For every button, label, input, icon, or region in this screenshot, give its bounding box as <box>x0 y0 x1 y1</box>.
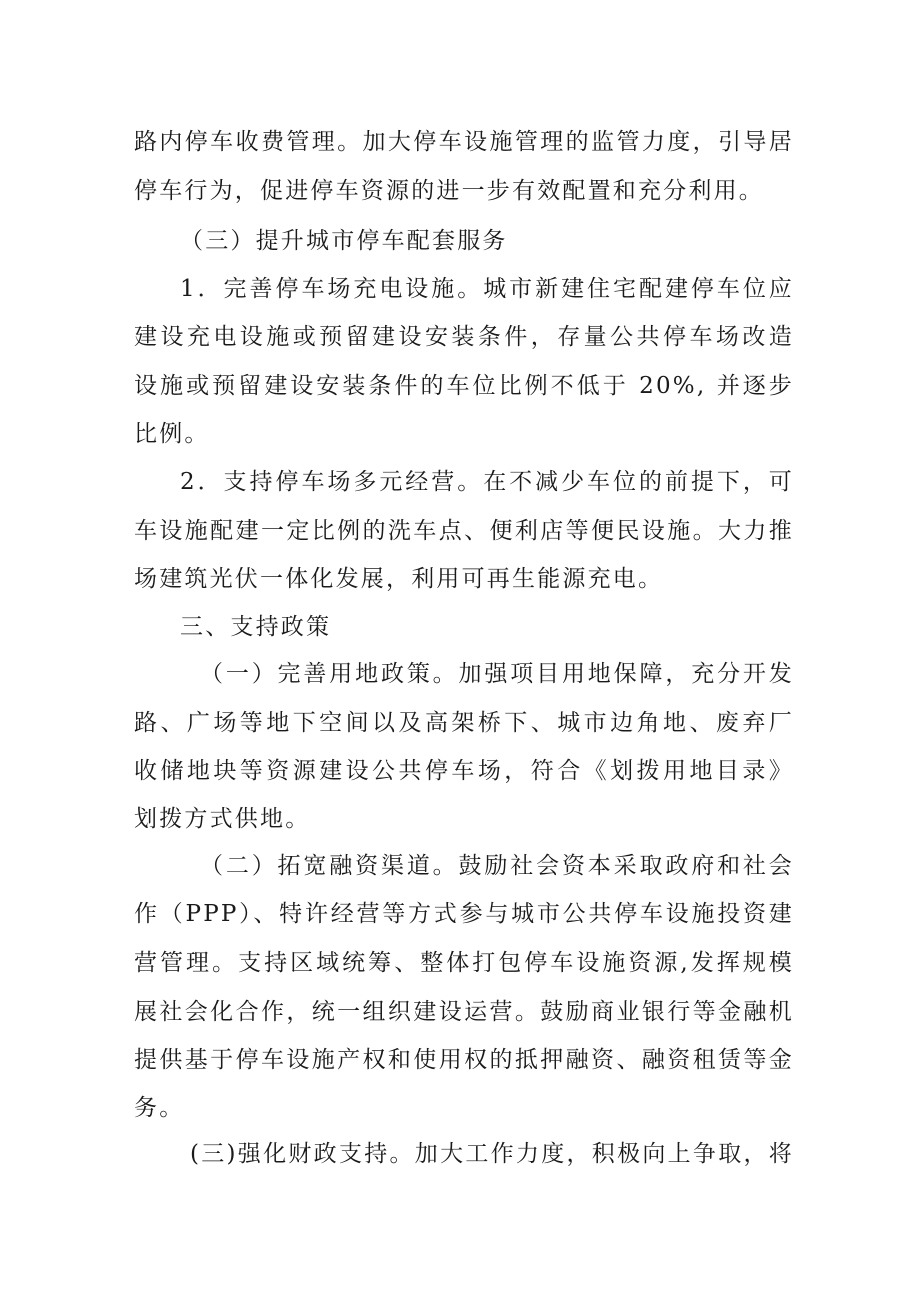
paragraph-line: 1．完善停车场充电设施。城市新建住宅配建停车位应 <box>180 276 794 302</box>
paragraph-line: 2．支持停车场多元经营。在不减少车位的前提下，可 <box>180 469 794 495</box>
paragraph-line: 比例。 <box>134 421 210 447</box>
paragraph-line: 建设充电设施或预留建设安装条件，存量公共停车场改造 <box>134 324 794 350</box>
paragraph-line: 收储地块等资源建设公共停车场，符合《划拨用地目录》 <box>134 758 794 784</box>
paragraph-line: 务。 <box>134 1095 185 1121</box>
paragraph-line: 展社会化合作，统一组织建设运营。鼓励商业银行等金融机 <box>134 999 794 1025</box>
paragraph-line: 车设施配建一定比例的洗车点、便利店等便民设施。大力推 <box>134 518 794 544</box>
paragraph-line: 营管理。支持区域统筹、整体打包停车设施资源,发挥规模 <box>134 950 794 976</box>
paragraph-line: （二）拓宽融资渠道。鼓励社会资本采取政府和社会 <box>200 853 794 879</box>
paragraph-line: 路内停车收费管理。加大停车设施管理的监管力度，引导居 <box>134 129 794 155</box>
section-heading: 三、支持政策 <box>180 614 332 640</box>
paragraph-line: 停车行为，促进停车资源的进一步有效配置和充分利用。 <box>134 178 764 204</box>
section-heading: （三）提升城市停车配套服务 <box>180 228 508 254</box>
paragraph-line: 路、广场等地下空间以及高架桥下、城市边角地、废弃厂 <box>134 710 794 736</box>
paragraph-line: （一）完善用地政策。加强项目用地保障，充分开发 <box>200 661 794 687</box>
paragraph-line: 作（PPP）、特许经营等方式参与城市公共停车设施投资建 <box>134 901 794 927</box>
paragraph-line: 设施或预留建设安装条件的车位比例不低于 20%, 并逐步 <box>134 373 794 399</box>
paragraph-line: 场建筑光伏一体化发展，利用可再生能源充电。 <box>134 566 664 592</box>
paragraph-line: 划拨方式供地。 <box>134 806 311 832</box>
paragraph-line: (三)强化财政支持。加大工作力度，积极向上争取，将 <box>190 1141 794 1167</box>
paragraph-line: 提供基于停车设施产权和使用权的抵押融资、融资租赁等金 <box>134 1047 794 1073</box>
